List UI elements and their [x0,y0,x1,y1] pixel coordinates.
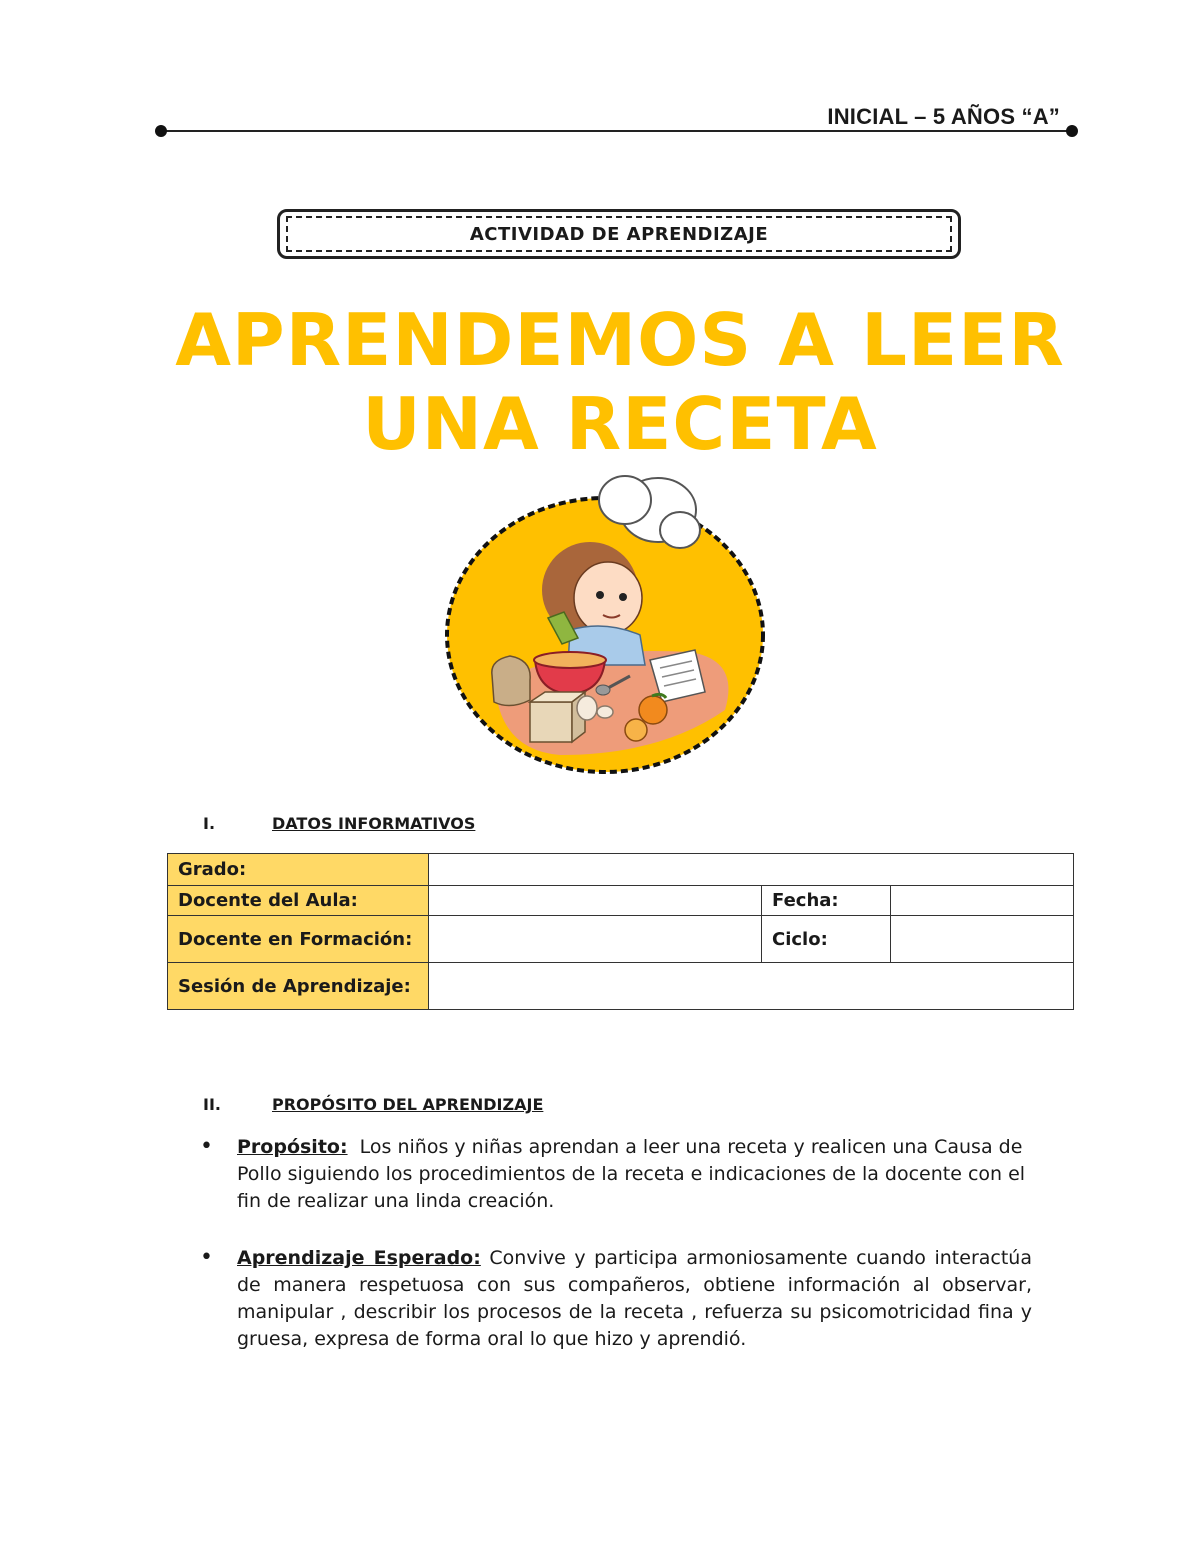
expected-learning-label: Aprendizaje Esperado: [237,1247,481,1269]
chef-child-cooking-icon [440,470,770,780]
bullet-icon: • [200,1245,213,1270]
grado-label: Grado: [168,854,429,886]
page-title-line2: UNA RECETA [362,382,878,466]
fecha-label: Fecha: [762,886,891,916]
page-title-line1: APRENDEMOS A LEER [175,298,1065,382]
section-1-number: I. [203,814,216,833]
header-divider [160,130,1072,132]
expected-learning-paragraph [237,1245,1032,1353]
divider-dot-left [155,125,167,137]
table-row [168,886,1074,916]
section-1-title: DATOS INFORMATIVOS [272,814,476,833]
expected-learning-text: Convive y participa armoniosamente cuando interactúa de manera respetuosa con sus compañeros, obtiene información al observar, manipular , describir los procesos de la receta , refuerza su psicomotricidad fina y gruesa, expresa de forma oral lo que hizo y aprendió. [237,1247,1032,1350]
purpose-paragraph [237,1134,1032,1215]
docente-aula-field[interactable] [429,886,762,916]
purpose-text: Los niños y niñas aprendan a leer una receta y realicen una Causa de Pollo siguiendo los procedimientos de la receta e indicaciones de la docente con el fin de realizar una linda creación. [237,1136,1026,1212]
sesion-field[interactable] [429,963,1074,1010]
divider-dot-right [1066,125,1078,137]
section-2-number: II. [203,1095,221,1114]
docente-aula-label: Docente del Aula: [168,886,429,916]
docente-formacion-field[interactable] [429,916,762,963]
sesion-label: Sesión de Aprendizaje: [168,963,429,1010]
fecha-field[interactable] [891,886,1074,916]
purpose-label: Propósito: [237,1136,348,1158]
docente-formacion-label: Docente en Formación: [168,916,429,963]
activity-label: ACTIVIDAD DE APRENDIZAJE [469,224,769,245]
ciclo-label: Ciclo: [762,916,891,963]
table-row [168,963,1074,1010]
table-row [168,854,1074,886]
table-row [168,916,1074,963]
section-2-title: PROPÓSITO DEL APRENDIZAJE [272,1095,544,1114]
bullet-icon: • [200,1134,213,1159]
egg-icon [577,696,597,720]
ciclo-field[interactable] [891,916,1074,963]
datos-informativos-table [167,853,1074,1010]
level-label: INICIAL – 5 AÑOS “A” [827,104,1060,129]
grado-field[interactable] [429,854,1074,886]
box-icon [530,692,585,742]
